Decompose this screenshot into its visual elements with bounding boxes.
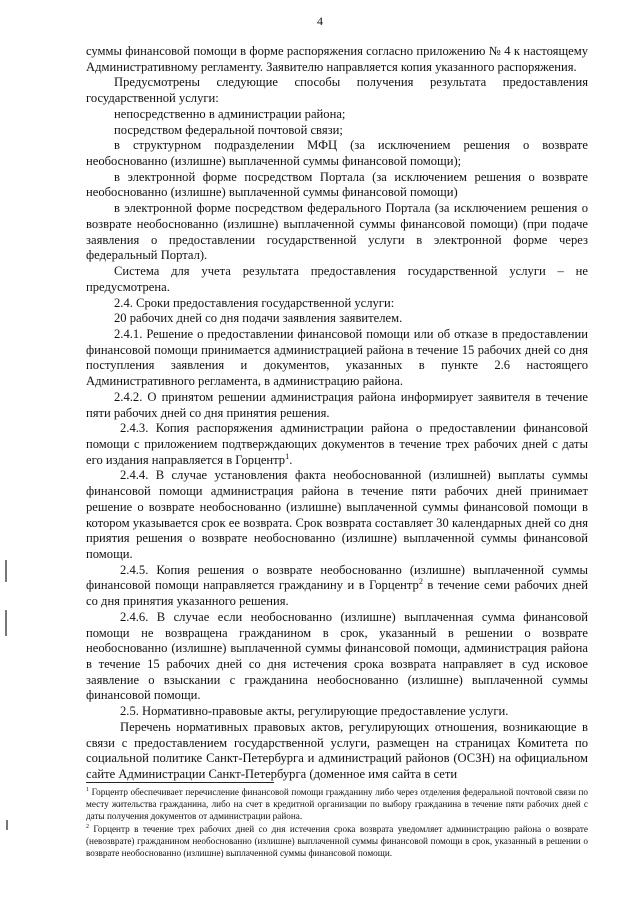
footnotes [86, 786, 588, 859]
clause-2-4-4: 2.4.4. В случае установления факта необоснованной (излишней) выплаты суммы финансовой помощи администрация района в течение пяти рабочих дней принимает решение о возврате необоснованно (излишне) выплаченной суммы финансовой помощи в котором указывается срок ее возврата. Срок возврата составляет 30 календарных дней со дня приятия решения о возврате необоснованно (излишне) выплаченной суммы финансовой помощи. [86, 468, 588, 561]
footnote [86, 786, 588, 823]
footnote-text: Горцентр в течение трех рабочих дней со дня истечения срока возврата уведомляет администрацию района о возврате (невозврате) гражданином необоснованно (излишне) выплаченной суммы финансовой помощи в срок, указанный в решении о возврате необоснованно (излишне) выплаченной суммы финансовой помощи. [86, 823, 588, 859]
section-heading: 2.4. Сроки предоставления государственной услуги: [114, 295, 395, 310]
section-heading: 2.5. Нормативно-правовые акты, регулирующие предоставление услуги. [120, 704, 509, 719]
footnote-ref: 1 [285, 451, 290, 461]
paragraph: Система для учета результата предоставления государственной услуги – не предусмотрена. [86, 264, 588, 294]
clause-2-4-1: 2.4.1. Решение о предоставлении финансовой помощи или об отказе в предоставлении финансовой помощи принимается администрацией района в течение 15 рабочих дней со дня поступления заявления и документов, указанных в пункте 2.6 настоящего Административного регламента, в администрацию района. [86, 326, 588, 389]
clause-text: 2.4.5. Копия решения о возврате необоснованно (излишне) выплаченной суммы финансовой помощи направляется гражданину и в Горцентр [86, 562, 588, 593]
clause-2-4-2: 2.4.2. О принятом решении администрация района информирует заявителя в течение пяти рабочих дней со дня принятия решения. [86, 389, 588, 420]
footnote-ref: 2 [418, 577, 423, 587]
clause-2-4-6: 2.4.6. В случае если необоснованно (излишне) выплаченная сумма финансовой помощи не возвращена гражданином в срок, указанный в решении о возврате необоснованно (излишне) выплаченной суммы финансовой помощи, администрация района в течение 15 рабочих дней со дня истечения срока возврата направляет в суд исковое заявление о взыскании с гражданина необоснованно (излишне) выплаченной суммы финансовой помощи. [86, 609, 588, 703]
scan-margin-mark [5, 610, 7, 636]
footnote-divider [86, 782, 274, 783]
page-number: 4 [317, 14, 323, 28]
clause-2-4-5 [86, 563, 588, 610]
paragraph: суммы финансовой помощи в форме распоряжения согласно приложению № 4 к настоящему Административному регламенту. Заявителю направляется копия указанного распоряжения. [86, 44, 588, 74]
clause-2-4-3 [86, 421, 588, 468]
paragraph: Перечень нормативных правовых актов, регулирующих отношения, возникающие в связи с предоставлением государственной услуги, размещен на страницах Комитета по социальной политике Санкт-Петербурга и администраций районов (ОСЗН) на официальном сайте Администрации Санкт-Петербурга (доменное имя сайта в сети [86, 719, 588, 782]
clause-text: 2.4.3. Копия распоряжения администрации района о предоставлении финансовой помощи с приложением подтверждающих документов в течение трех рабочих дней с даты его издания направляется в Горцентр [86, 421, 588, 467]
footnote [86, 823, 588, 860]
scan-margin-mark [6, 820, 8, 830]
clause-text-tail: в течение семи рабочих дней со дня принятия указанного решения. [86, 578, 588, 609]
sentence-end: . [289, 452, 293, 467]
scan-margin-mark [5, 560, 7, 582]
list-item: непосредственно в администрации района; [114, 106, 346, 121]
footnote-text: Горцентр обеспечивает перечисление финансовой помощи гражданину либо через отделения федеральной почтовой связи по месту жительства гражданина, либо на счет в кредитной организации по выбору гражданина в течение пяти рабочих дней с даты получения документов от администрации района. [86, 787, 588, 822]
list-item: посредством федеральной почтовой связи; [114, 122, 343, 137]
document-body [86, 44, 588, 783]
list-item: в структурном подразделении МФЦ (за исключением решения о возврате необоснованно (излишне) выплаченной суммы финансовой помощи); [86, 138, 588, 169]
list-item: в электронной форме посредством Портала (за исключением решения о возврате необоснованно (излишне) выплаченной суммы финансовой помощи) [86, 169, 588, 200]
list-item: в электронной форме посредством федерального Портала (за исключением решения о возврате необоснованно (излишне) выплаченной суммы финансовой помощи) (при подаче заявления о предоставлении государственной услуги в электронной форме через федеральный Портал). [86, 201, 588, 263]
paragraph: 20 рабочих дней со дня подачи заявления заявителем. [114, 311, 403, 326]
footnote-number: 2 [86, 823, 89, 830]
paragraph: Предусмотрены следующие способы получения результата предоставления государственной услуги: [86, 75, 588, 106]
footnote-number: 1 [86, 786, 89, 793]
